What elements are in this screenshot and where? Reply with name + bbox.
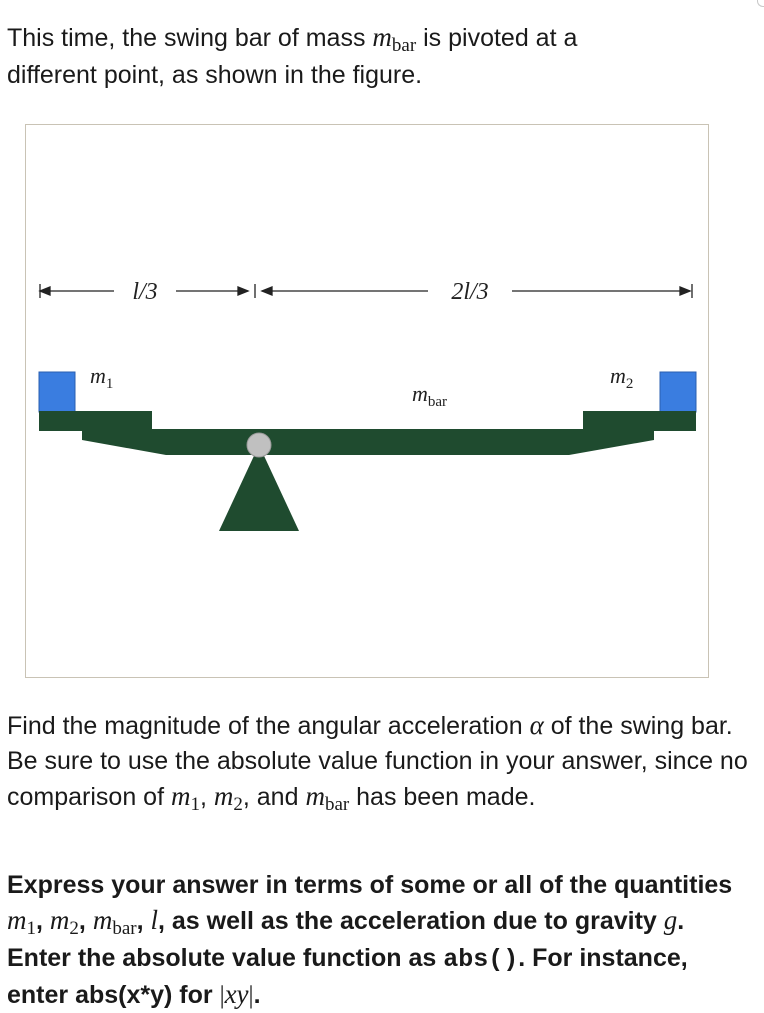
- mass2-label: $m_2$: [610, 363, 634, 392]
- m2-symbol: m2: [49, 905, 79, 939]
- instructions-paragraph: Express your answer in terms of some or all of the quantities m1, m2, mbar, l, as well as the acceleration due to gravity g. Enter the absolute value function as abs(). For instance, enter abs(x*y) for |xy|.: [7, 871, 733, 1009]
- intro-paragraph: [7, 20, 752, 93]
- m2-symbol: m2: [213, 781, 243, 815]
- dim-left-label: l/3: [132, 279, 158, 305]
- intro-text-end: is pivoted at a: [416, 24, 578, 52]
- mass1-label: $m_1$: [90, 363, 114, 392]
- mbar-symbol: mbar: [305, 781, 350, 815]
- alpha-symbol: α: [529, 710, 544, 740]
- mass2-block: [660, 372, 696, 412]
- l-symbol: l: [150, 905, 158, 935]
- question-paragraph: Find the magnitude of the angular acceleration α of the swing bar. Be sure to use the absolute value function in your answer, since no comparison of m1, m2, and mbar has been made.: [7, 710, 748, 815]
- g-symbol: g: [663, 905, 678, 935]
- abs-code: abs(): [443, 945, 519, 974]
- pivot-support: [219, 445, 299, 531]
- abs-bar-close: |: [248, 982, 254, 1009]
- intro-text-line2: different point, as shown in the figure.: [7, 61, 423, 89]
- scroll-corner: [757, 0, 764, 7]
- swing-bar-figure: [25, 124, 709, 678]
- m1-symbol: m1: [170, 781, 200, 815]
- abs-expr: xy: [224, 979, 249, 1009]
- intro-text: This time, the swing bar of mass: [7, 24, 373, 52]
- mbar-symbol: mbar: [92, 905, 137, 939]
- swing-bar: [39, 411, 696, 455]
- mbar-symbol: mbar: [372, 22, 417, 56]
- dim-right-label: 2l/3: [451, 279, 489, 305]
- mass1-block: [39, 372, 75, 412]
- m1-symbol: m1: [7, 905, 36, 939]
- abs-bar-open: |: [219, 982, 225, 1009]
- swing-bar-diagram: [26, 125, 710, 679]
- pivot-point: [247, 433, 271, 457]
- mbar-label: $m_{bar}$: [412, 381, 448, 410]
